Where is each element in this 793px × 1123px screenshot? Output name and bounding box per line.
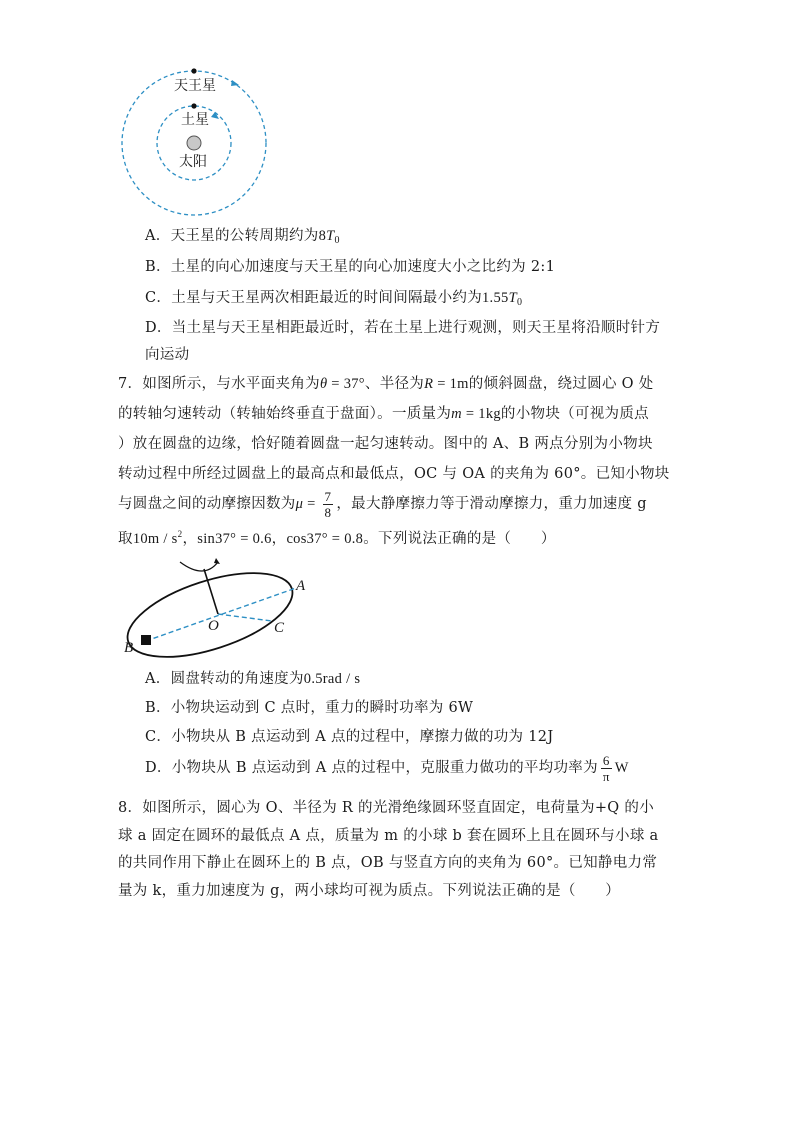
point-o-label: O	[208, 618, 219, 634]
rotation-axis	[204, 569, 218, 614]
point-b-label: B	[124, 640, 134, 656]
q7-stem-line5: 与圆盘之间的动摩擦因数为μ = $\frac{7}{8}$ ，最大静摩擦力等于滑动摩擦力，重力加速度 g	[118, 488, 647, 520]
uranus-direction-arrow	[231, 80, 239, 86]
sun-label: 太阳	[179, 154, 207, 170]
rotation-arrow-arc	[180, 562, 218, 571]
rotation-arrowhead	[214, 558, 220, 564]
saturn-direction-arrow	[211, 112, 219, 119]
q6-option-c: C．土星与天王星两次相距最近的时间间隔最小约为$1.55T_0$	[145, 290, 523, 308]
point-c-label: C	[274, 620, 285, 636]
q7-option-c: C．小物块从 B 点运动到 A 点的过程中，摩擦力做的功为 12J	[145, 729, 554, 745]
saturn-dot	[191, 103, 196, 108]
q7-option-b: B．小物块运动到 C 点时，重力的瞬时功率为 6W	[145, 700, 474, 716]
mu-fraction: $\frac{7}{8}$	[324, 488, 332, 520]
point-a-label: A	[296, 578, 306, 594]
q7-stem-line1: 7．如图所示，与水平面夹角为θ = 37°、半径为R = 1m的倾斜圆盘，绕过圆心 O 处	[118, 376, 654, 392]
q6-option-a: A．天王星的公转周期约为$8T_0$	[145, 228, 340, 246]
uranus-label: 天王星	[174, 78, 216, 94]
q6-option-d-line2: 向运动	[145, 347, 190, 363]
q8-stem-line4: 量为 k，重力加速度为 g，两小球均可视为质点。下列说法正确的是（ ）	[118, 883, 621, 899]
q8-stem-line1: 8．如图所示，圆心为 O、半径为 R 的光滑绝缘圆环竖直固定，电荷量为+Q 的小	[118, 800, 655, 816]
q7-option-d: D．小物块从 B 点运动到 A 点的过程中，克服重力做功的平均功率为 $\frac{6}{\pi}$ W	[145, 752, 629, 784]
saturn-label: 土星	[181, 112, 209, 128]
sun-disc	[187, 136, 201, 150]
q6-option-d-line1: D．当土星与天王星相距最近时，若在土星上进行观测，则天王星将沿顺时针方	[145, 320, 661, 336]
small-block	[141, 635, 151, 645]
q6-option-b: B．土星的向心加速度与天王星的向心加速度大小之比约为 2:1	[145, 259, 556, 275]
q8-stem-line2: 球 a 固定在圆环的最低点 A 点，质量为 m 的小球 b 套在圆环上且在圆环与小球 a	[118, 828, 659, 844]
inclined-disc-diagram	[120, 558, 320, 660]
radius-oc	[218, 614, 272, 621]
power-fraction: $\frac{6}{\pi}$	[602, 752, 610, 784]
q7-stem-line6: 取$10m / s^2$，sin37° = 0.6，cos37° = 0.8。下列说法正确的是（ ）	[118, 529, 556, 547]
q7-stem-line4: 转动过程中所经过圆盘上的最高点和最低点，OC 与 OA 的夹角为 60°。已知小物块	[118, 466, 670, 482]
uranus-dot	[191, 68, 196, 73]
q7-stem-line3: ）放在圆盘的边缘，恰好随着圆盘一起匀速转动。图中的 A、B 两点分别为小物块	[118, 436, 653, 452]
q7-stem-line2: 的转轴匀速转动（转轴始终垂直于盘面）。一质量为m = 1kg的小物块（可视为质点	[118, 406, 649, 422]
q8-stem-line3: 的共同作用下静止在圆环上的 B 点，OB 与竖直方向的夹角为 60°。已知静电力常	[118, 855, 658, 871]
q7-option-a: A．圆盘转动的角速度为0.5rad / s	[145, 671, 361, 687]
